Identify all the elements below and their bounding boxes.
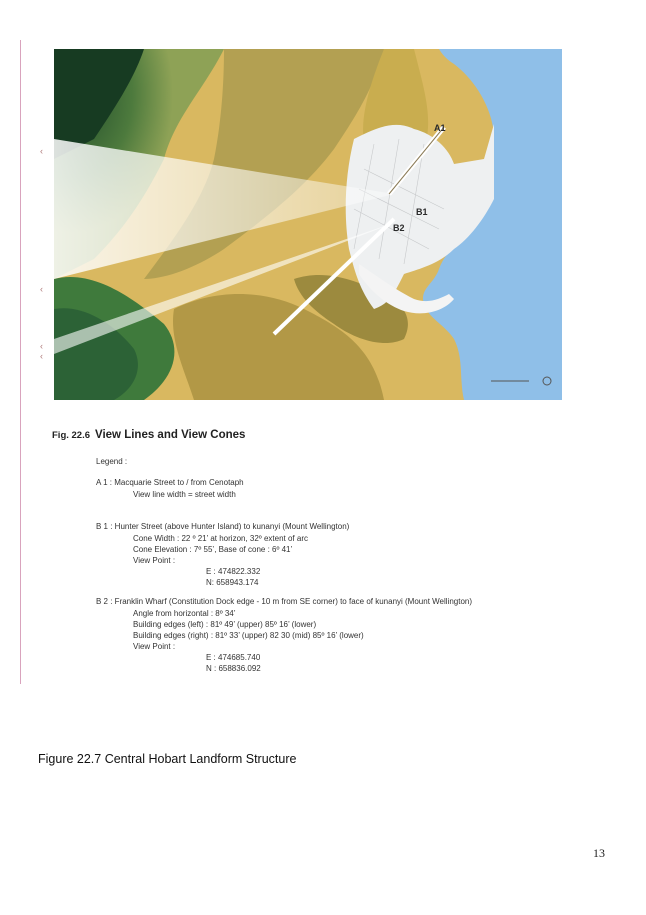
legend-b2-easting: E : 474685.740 [206,653,261,662]
legend-b1-cone-elevation: Cone Elevation : 7º 55’, Base of cone : 6º 41’ [133,545,293,554]
figure-number: Fig. 22.6 [52,430,91,441]
legend-b1-northing: N: 658943.174 [206,578,259,587]
figure-caption: Figure 22.7 Central Hobart Landform Structure [38,752,297,766]
legend-a1-line: View line width = street width [133,490,236,499]
map-label-b1: B1 [416,207,428,217]
legend-b1-easting: E : 474822.332 [206,567,261,576]
map-label-b2: B2 [393,223,405,233]
legend-b2-edges-right: Building edges (right) : 81º 33’ (upper) 82 30 (mid) 85º 16’ (lower) [133,631,364,640]
legend-b1-cone-width: Cone Width : 22 º 21’ at horizon, 32º extent of arc [133,534,308,543]
map-label-a1: A1 [434,123,446,133]
legend-a1-title: A 1 : Macquarie Street to / from Cenotaph [96,478,244,487]
legend-heading: Legend : [96,457,128,466]
legend-b1-title: B 1 : Hunter Street (above Hunter Island) to kunanyi (Mount Wellington) [96,522,350,531]
cone-arrow-icon: ‹ [40,351,43,361]
view-cones-map [54,49,562,400]
page-number: 13 [593,846,605,860]
legend-b2-edges-left: Building edges (left) : 81º 49’ (upper) 85º 16’ (lower) [133,620,317,629]
legend-b2-view-point: View Point : [133,642,176,651]
margin-rule [20,40,21,684]
legend-b2-northing: N : 658836.092 [206,664,261,673]
cone-arrow-icon: ‹ [40,341,43,351]
legend-b2-title: B 2 : Franklin Wharf (Constitution Dock edge - 10 m from SE corner) to face of kunanyi (Mount Wellington) [96,597,473,606]
legend-b2-angle: Angle from horizontal : 8º 34’ [133,609,236,618]
map-graphic [54,49,562,400]
legend-b1-view-point: View Point : [133,556,176,565]
cone-arrow-icon: ‹ [40,146,43,156]
cone-arrow-icon: ‹ [40,284,43,294]
figure-title: View Lines and View Cones [95,429,246,441]
